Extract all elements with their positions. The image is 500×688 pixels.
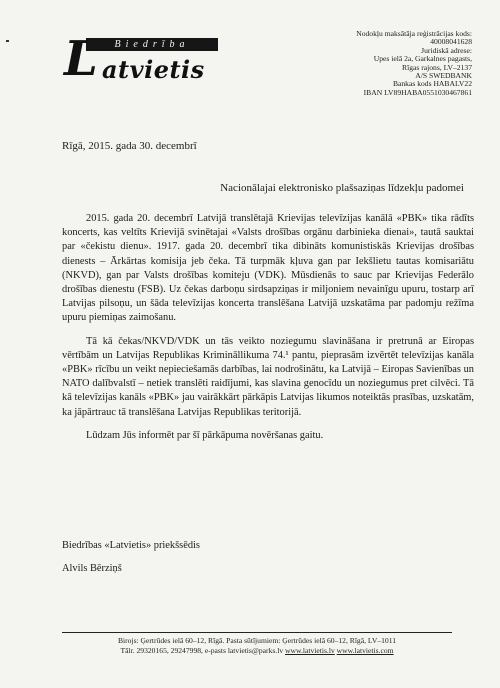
registration-line: Rīgas rajons, LV–2137 (402, 62, 472, 72)
registration-line: 40008041628 (430, 37, 472, 47)
registration-line: A/S SWEDBANK (415, 71, 472, 81)
signature-title: Biedrības «Latvietis» priekšsēdis (62, 540, 200, 551)
footer-divider (62, 632, 452, 633)
logo-banner: Biedrība (86, 38, 218, 51)
body-paragraph: Tā kā čekas/NKVD/VDK un tās veikto noziegumu slavināšana ir pretrunā ar Eiropas vērtībām un Latvijas Republikas Krimināllikuma 74.¹ pantu, pieprasām izvērtēt televīzijas kanāla «PBK» rīcību un veikt nepieciešamās darbības, lai nodrošinātu, ka Latvijā – Eiropas Savienības un NATO dalībvalstī – netiek translēti raidījumi, kas slavina genocīdu un noziegumus pret cilvēci. Tā kā televīzijas kanāls «PBK» jau vairākkārt pārkāpis Latvijas likumos noteiktās prasības, uzskatām, ka jāpārtrauc tā translēšana Latvijas Republikas teritorijā. (62, 335, 474, 418)
website-link-com[interactable]: www.latvietis.com (336, 646, 394, 655)
footer-phone-email: Tālr. 29320165, 29247998, e-pasts latvietis@parks.lv (120, 646, 284, 655)
registration-line: Juridiskā adrese: (421, 45, 472, 55)
biedriba-latvietis-logo (62, 31, 222, 88)
letter-recipient: Nacionālajai elektronisko plašsaziņas līdzekļu padomei (220, 182, 464, 194)
letter-body (62, 212, 474, 452)
closing-paragraph: Lūdzam Jūs informēt par šī pārkāpuma novēršanas gaitu. (86, 429, 324, 441)
footer-address: Birojs: Ģertrūdes ielā 60–12, Rīgā. Pasta sūtījumiem: Ģertrūdes ielā 60–12, Rīgā, LV–1011 (117, 636, 397, 645)
registration-line: Nodokļu maksātāja reģistrācijas kods: (356, 29, 472, 38)
registration-line: Upes ielā 2a, Garkalnes pagasts, (373, 54, 472, 64)
letter-date: Rīgā, 2015. gada 30. decembrī (62, 140, 197, 152)
scan-speck (6, 40, 9, 42)
signature-name: Alvils Bērziņš (62, 563, 122, 574)
website-link-lv[interactable]: www.latvietis.lv (285, 646, 335, 655)
registration-line: Bankas kods HABALV22 (392, 79, 472, 89)
registration-line: IBAN LV89HABA0551030467861 (363, 87, 472, 97)
footer-contacts (62, 646, 452, 656)
body-paragraph: 2015. gada 20. decembrī Latvijā translētajā Krievijas televīzijas kanālā «PBK» tika rādīts koncerts, kas veltīts Krievijā svinētajai «Valsts drošības orgānu darbinieka dienai», tautā sauktai par «čekistu dienu». 1917. gada 20. decembrī tika dibināts komunistiskās Krievijas drošības dienests – Ārkārtas komisija jeb čeka. Tā turpmāk kļuva gan par Iekšlietu tautas komisariātu (NKVD), gan par Valsts drošības komiteju (VDK). Mūsdienās to sauc par Krievijas Federālo drošības dienestu (FSB). Uz čekas darboņu sirdsapziņas ir miljoniem nevainīgu upuru, tostarp arī Latvijas pilsoņu, un šāda televīzijas koncerta translēšana Latvijā uzskatāma par padomju režīma upuru piemiņas zaimošanu. (62, 213, 474, 324)
letter-footer (62, 636, 452, 656)
logo-initial: L (64, 31, 98, 87)
logo-wordmark: atvietis (102, 55, 205, 84)
registration-details (262, 30, 472, 97)
